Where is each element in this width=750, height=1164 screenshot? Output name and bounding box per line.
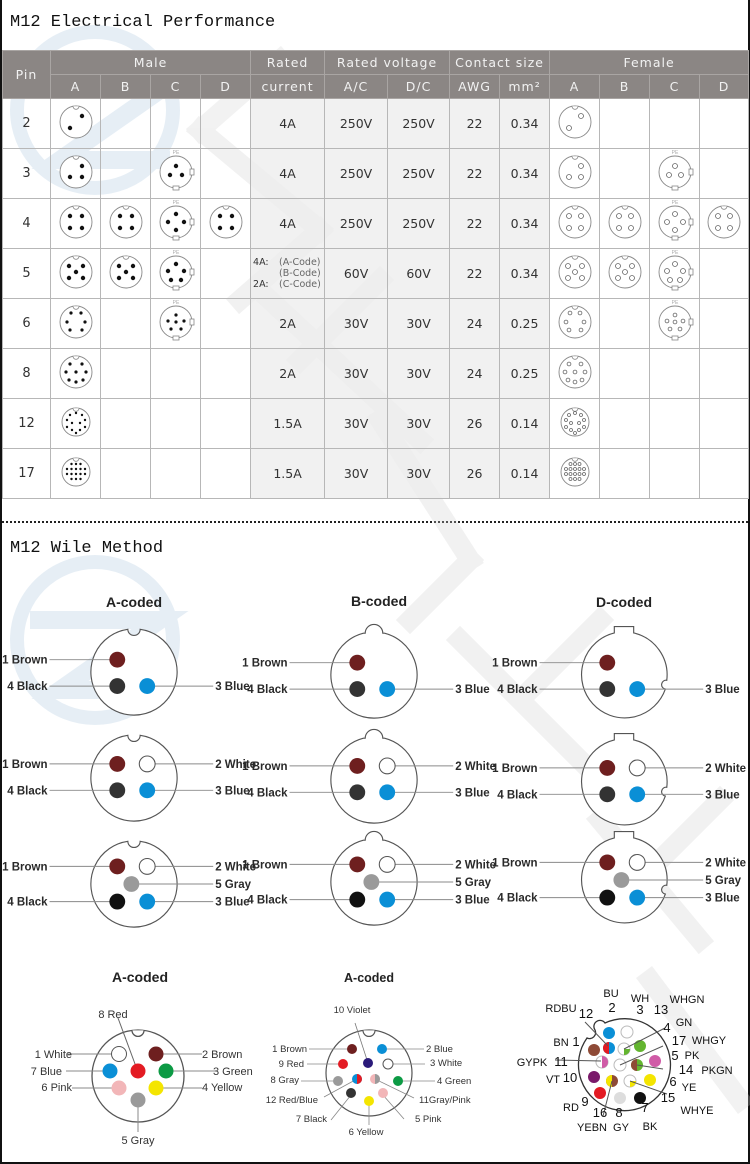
wire-label-p5: 5 Gray [455,877,492,889]
label-5-pink: 5 Pink [415,1114,442,1125]
wire-label-p2: 2 White [215,758,257,771]
svg-text:PE: PE [671,300,678,306]
heading-12pin: A-coded [344,971,394,985]
label-7-blue: 7 Blue [30,1066,62,1078]
three-pin-d-coded-diagram [540,627,704,718]
wire-label-p4: 4 Black [7,785,48,798]
header-female-a: A [550,75,600,99]
wire-label-p1: 1 Brown [492,657,538,670]
label-12-red-blue: 12 Red/Blue [265,1095,318,1106]
label-vt: VT [545,1074,561,1086]
cell-rated-current: 4A [251,199,325,249]
seventeen-pin-diagram [517,988,733,1134]
wire-label-p1: 1 Brown [2,654,48,667]
label-n11: 11 [554,1054,568,1069]
cell-voltage-ac: 250V [325,149,388,199]
cell-voltage-dc: 30V [388,349,450,399]
label-n13: 13 [653,1002,669,1017]
wire-label-p3: 3 Blue [455,684,490,697]
cell-voltage-dc: 250V [388,149,450,199]
label-n3: 3 [636,1002,644,1017]
wire-label-p4: 4 Black [7,896,48,909]
cell-mm2: 0.34 [500,149,550,199]
header-contact-size: Contact size [450,51,550,75]
heading-8pin: A-coded [112,969,168,985]
cell-rated-current: 2A [251,349,325,399]
wire-label-p3: 3 Blue [705,684,740,697]
wire-label-p2: 2 White [455,760,497,773]
label-whgn: WHGN [669,994,705,1006]
label-10-violet: 10 Violet [333,1005,371,1016]
label-n1: 1 [572,1034,580,1049]
cell-voltage-ac: 250V [325,199,388,249]
cell-awg: 24 [450,349,500,399]
svg-text:PE: PE [172,150,179,156]
rated-current-value: 4A: [253,257,269,268]
cell-voltage-dc: 30V [388,299,450,349]
wire-label-p3: 3 Blue [705,892,740,905]
rated-current-code: (C-Code) [279,279,321,290]
cell-voltage-dc: 250V [388,199,450,249]
cell-mm2: 0.25 [500,349,550,399]
rated-current-value: 2A: [253,279,269,290]
label-pkgn: PKGN [701,1065,733,1077]
wire-label-p3: 3 Blue [215,785,250,798]
header-female-d: D [700,75,749,99]
label-n5: 5 [671,1048,679,1063]
label-bk: BK [642,1121,658,1133]
label-gypk: GYPK [516,1057,548,1069]
heading-a-coded: A-coded [106,594,162,610]
cell-awg: 26 [450,399,500,449]
cell-voltage-dc: 60V [388,249,450,299]
svg-text:PE: PE [172,200,179,206]
cell-awg: 22 [450,149,500,199]
wire-label-p3: 3 Blue [705,789,740,802]
wire-label-p1: 1 Brown [492,857,538,870]
header-female-c: C [650,75,700,99]
label-n16: 16 [592,1105,608,1120]
wire-label-p5: 5 Gray [215,879,252,891]
cell-voltage-ac: 30V [325,449,388,499]
label-n4: 4 [663,1020,671,1035]
label-n2: 2 [608,1000,616,1015]
cell-rated-current: 1.5A [251,399,325,449]
header-rated-current-2: current [251,75,325,99]
cell-voltage-ac: 30V [325,349,388,399]
cell-pin: 4 [3,199,51,249]
wire-label-p3: 3 Blue [215,896,250,909]
label-bn: BN [553,1037,569,1049]
cell-voltage-ac: 250V [325,99,388,149]
wire-label-p1: 1 Brown [242,760,288,773]
wire-method-title: M12 Wile Method [10,539,164,558]
label-whye: WHYE [680,1105,714,1117]
cell-awg: 24 [450,299,500,349]
label-yebn: YEBN [577,1122,607,1134]
label-n6: 6 [669,1074,677,1089]
four-pin-diagrams [2,729,746,825]
wire-label-p5: 5 Gray [705,875,742,887]
cell-voltage-ac: 60V [325,249,388,299]
cell-voltage-ac: 30V [325,299,388,349]
cell-voltage-dc: 30V [388,449,450,499]
label-n15: 15 [660,1090,676,1105]
cell-voltage-dc: 30V [388,399,450,449]
label-6-pink: 6 Pink [41,1082,72,1094]
cell-pin: 17 [3,449,51,499]
label-1-brown: 1 Brown [272,1044,307,1055]
label-2-brown: 2 Brown [202,1049,243,1061]
label-1-white: 1 White [34,1049,72,1061]
label-4-green: 4 Green [437,1076,472,1087]
wire-label-p3: 3 Blue [455,787,490,800]
label-rd: RD [563,1102,579,1114]
four-pin-a-coded-diagram [50,735,214,821]
label-7-black: 7 Black [295,1114,327,1125]
label-pk: PK [684,1050,700,1062]
heading-d-coded: D-coded [596,594,652,610]
header-rated-voltage: Rated voltage [325,51,450,75]
eight-pin-a-coded-diagram [31,969,253,1147]
rated-current-code: (A-Code) [279,257,321,268]
wire-label-p2: 2 White [215,861,257,874]
label-n14: 14 [678,1062,694,1077]
label-2-blue: 2 Blue [426,1044,453,1055]
wire-label-p4: 4 Black [497,684,538,697]
label-ye: YE [681,1082,697,1094]
label-9-red: 9 Red [278,1059,304,1070]
wire-label-p2: 2 White [455,859,497,872]
cell-awg: 22 [450,199,500,249]
header-dc: D/C [388,75,450,99]
wire-label-p1: 1 Brown [242,657,288,670]
header-female-b: B [600,75,650,99]
wire-label-p4: 4 Black [497,789,538,802]
cell-awg: 22 [450,99,500,149]
five-pin-a-coded-diagram [50,841,214,927]
header-rated-current-1: Rated [251,51,325,75]
label-gy: GY [613,1122,629,1134]
four-pin-b-coded-diagram [290,729,454,823]
label-whgy: WHGY [691,1035,727,1047]
label-wh: WH [630,993,650,1005]
cell-rated-current: 2A [251,299,325,349]
svg-text:PE: PE [172,300,179,306]
electrical-performance-title: M12 Electrical Performance [10,13,276,32]
cell-mm2: 0.34 [500,99,550,149]
wire-label-p1: 1 Brown [2,861,48,874]
label-n12: 12 [578,1006,594,1021]
three-pin-a-coded-diagram [50,629,214,715]
wire-label-p3: 3 Blue [215,681,250,694]
cell-mm2: 0.25 [500,299,550,349]
cell-rated-current: 1.5A [251,449,325,499]
label-6-yellow: 6 Yellow [348,1127,384,1138]
header-male-c: C [151,75,201,99]
wire-label-p2: 2 White [705,762,747,775]
svg-text:PE: PE [671,150,678,156]
label-n7: 7 [641,1100,649,1115]
label-n10: 10 [562,1070,578,1085]
label-n8: 8 [615,1105,623,1120]
cell-mm2: 0.14 [500,449,550,499]
label-11-gray-pink: 11Gray/Pink [419,1095,471,1106]
cell-pin: 8 [3,349,51,399]
three-pin-diagrams [2,624,740,718]
cell-rated-current: 4A [251,149,325,199]
cell-mm2: 0.34 [500,249,550,299]
wire-label-p4: 4 Black [247,894,288,907]
three-pin-b-coded-diagram [290,624,454,718]
label-8-red: 8 Red [98,1009,128,1021]
cell-voltage-ac: 30V [325,399,388,449]
wire-label-p3: 3 Blue [455,894,490,907]
cell-mm2: 0.14 [500,399,550,449]
rated-current-code: (B-Code) [279,268,321,279]
cell-awg: 22 [450,249,500,299]
label-rdbu: RDBU [545,1003,577,1015]
header-male: Male [51,51,251,75]
cell-pin: 12 [3,399,51,449]
five-pin-b-coded-diagram [290,831,454,925]
cell-awg: 26 [450,449,500,499]
label-gn: GN [675,1017,693,1029]
header-awg: AWG [450,75,500,99]
wire-label-p4: 4 Black [497,892,538,905]
header-pin: Pin [3,51,51,99]
header-male-d: D [201,75,251,99]
label-n9: 9 [581,1094,589,1109]
cell-mm2: 0.34 [500,199,550,249]
label-5-gray: 5 Gray [121,1135,155,1147]
wire-label-p4: 4 Black [247,684,288,697]
five-pin-diagrams [2,831,746,927]
label-n17: 17 [671,1033,687,1048]
four-pin-d-coded-diagram [540,734,704,825]
header-male-b: B [101,75,151,99]
svg-text:PE: PE [671,200,678,206]
cell-pin: 2 [3,99,51,149]
cell-rated-current: 4A [251,99,325,149]
cell-pin: 6 [3,299,51,349]
wire-label-p4: 4 Black [247,787,288,800]
wire-label-p2: 2 White [705,857,747,870]
wire-label-p4: 4 Black [7,681,48,694]
label-bu: BU [603,988,619,1000]
wire-label-p1: 1 Brown [242,859,288,872]
header-female: Female [550,51,749,75]
label-8-gray: 8 Gray [270,1075,299,1086]
twelve-pin-a-coded-diagram [266,971,472,1138]
header-male-a: A [51,75,101,99]
wire-label-p1: 1 Brown [2,758,48,771]
heading-b-coded: B-coded [351,593,407,609]
cell-voltage-dc: 250V [388,99,450,149]
label-3-green: 3 Green [213,1066,253,1078]
header-ac: A/C [325,75,388,99]
label-3-white: 3 White [430,1058,463,1069]
svg-text:PE: PE [671,250,678,256]
label-4-yellow: 4 Yellow [202,1082,243,1094]
wire-label-p1: 1 Brown [492,762,538,775]
cell-pin: 3 [3,149,51,199]
five-pin-d-coded-diagram [540,832,704,923]
cell-pin: 5 [3,249,51,299]
svg-text:PE: PE [172,250,179,256]
header-mm2: mm² [500,75,550,99]
